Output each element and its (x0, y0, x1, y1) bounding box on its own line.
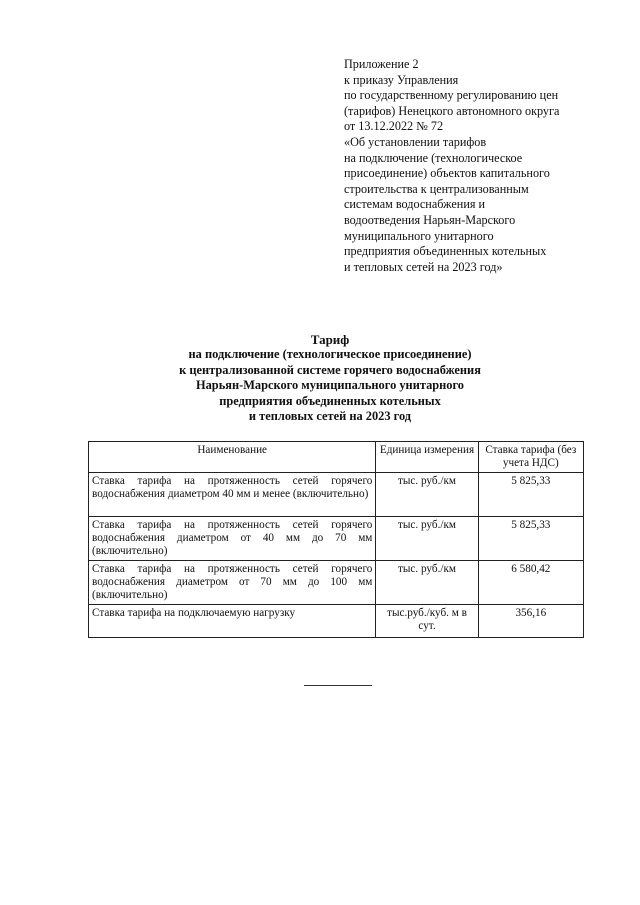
appendix-line: по государственному регулированию цен (344, 88, 559, 103)
appendix-line: к приказу Управления (344, 72, 459, 87)
appendix-line: водоотведения Нарьян-Марского (344, 212, 516, 227)
end-divider (304, 685, 372, 686)
appendix-line: муниципального унитарного (344, 228, 494, 243)
title-line: предприятия объединенных котельных (219, 393, 441, 408)
table-row (89, 605, 584, 638)
row-unit: тыс. руб./км (376, 517, 478, 561)
appendix-line: строительства к централизованным (344, 181, 529, 196)
row-name: Ставка тарифа на протяженность сетей горячего водоснабжения диаметром от 40 мм до 70 мм (включительно) (89, 517, 376, 561)
appendix-line: (тарифов) Ненецкого автономного округа (344, 103, 560, 118)
table-row (89, 473, 584, 517)
row-rate: 5 825,33 (478, 473, 583, 517)
title-line: Нарьян-Марского муниципального унитарного (195, 378, 465, 393)
row-name: Ставка тарифа на протяженность сетей горячего водоснабжения диаметром 40 мм и менее (включительно) (89, 473, 376, 517)
document-title (130, 332, 530, 424)
row-unit: тыс.руб./куб. м в сут. (376, 605, 478, 638)
header-rate: Ставка тарифа (без учета НДС) (478, 442, 583, 473)
header-name: Наименование (89, 442, 376, 473)
row-rate: 356,16 (478, 605, 583, 638)
appendix-line: Приложение 2 (344, 57, 419, 71)
header-unit: Единица измерения (376, 442, 478, 473)
row-rate: 5 825,33 (478, 517, 583, 561)
tariff-table (88, 441, 584, 638)
appendix-line: от 13.12.2022 № 72 (344, 119, 444, 134)
row-rate: 6 580,42 (478, 561, 583, 605)
row-unit: тыс. руб./км (376, 473, 478, 517)
title-line: на подключение (технологическое присоединение) (188, 347, 472, 362)
appendix-line: системам водоснабжения и (344, 197, 486, 212)
appendix-header (344, 57, 614, 275)
title-heading: Тариф (310, 332, 350, 347)
row-unit: тыс. руб./км (376, 561, 478, 605)
appendix-line: и тепловых сетей на 2023 год» (344, 259, 503, 274)
appendix-line: присоединение) объектов капитального (344, 166, 550, 181)
title-line: к централизованной системе горячего водоснабжения (179, 362, 481, 377)
row-name: Ставка тарифа на подключаемую нагрузку (89, 605, 376, 638)
table-row (89, 517, 584, 561)
appendix-line: на подключение (технологическое (344, 150, 523, 165)
table-row (89, 561, 584, 605)
title-line: и тепловых сетей на 2023 год (248, 409, 412, 424)
table-header-row (89, 442, 584, 473)
row-name: Ставка тарифа на протяженность сетей горячего водоснабжения диаметром от 70 мм до 100 мм (включительно) (89, 561, 376, 605)
appendix-line: предприятия объединенных котельных (344, 244, 547, 259)
appendix-line: «Об установлении тарифов (344, 134, 487, 149)
